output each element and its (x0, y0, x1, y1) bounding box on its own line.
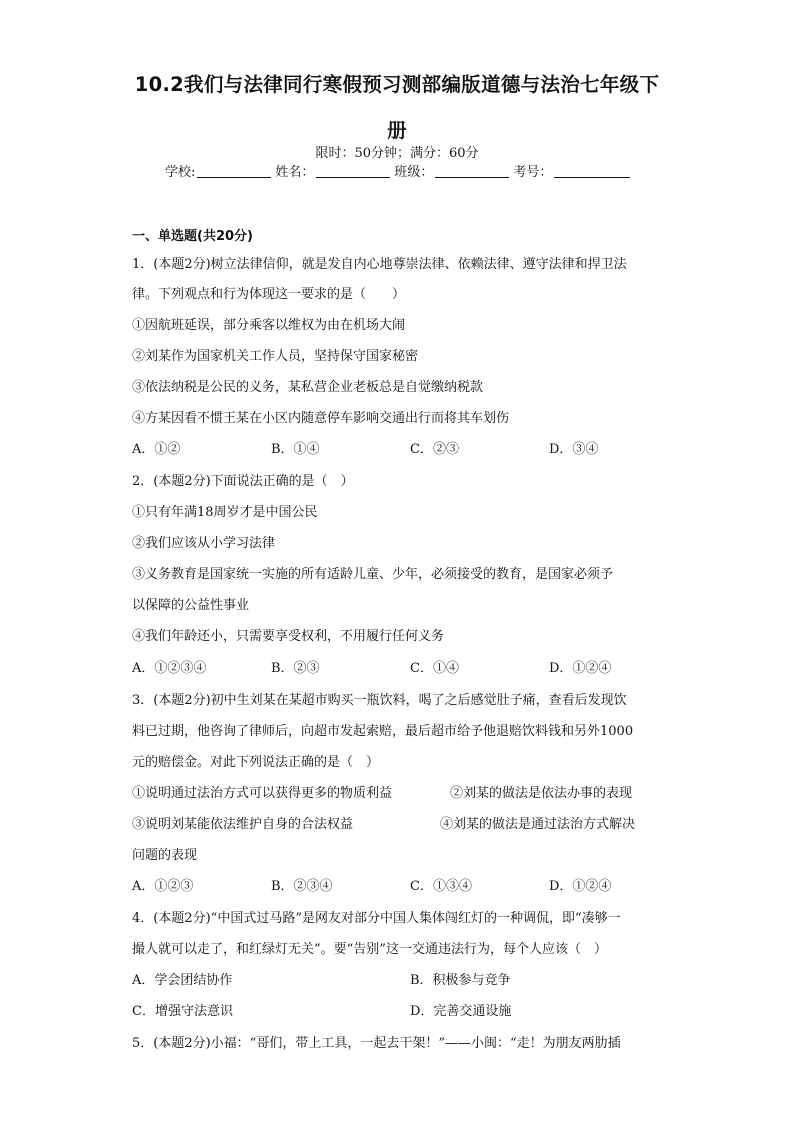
q2-stem: 2．(本题2分)下面说法正确的是（ ） (132, 474, 354, 489)
q4-option-b[interactable]: B．积极参与竞争 (410, 973, 511, 988)
q2-item-3: ③义务教育是国家统一实施的所有适龄儿童、少年，必须接受的教育，是国家必须予 (132, 567, 614, 582)
section-title: 一、单选题(共20分) (132, 229, 253, 244)
school-field[interactable] (197, 164, 271, 178)
q1-item-3: ③依法纳税是公民的义务，某私营企业老板总是自觉缴纳税款 (132, 380, 484, 395)
q3-stem-line2: 料已过期，他咨询了律师后，向超市发起索赔，最后超市给予他退赔饮料钱和另外1000 (132, 724, 634, 739)
q2-option-c[interactable]: C．①④ (410, 661, 459, 676)
q3-option-a[interactable]: A．①②③ (132, 879, 194, 894)
student-info-line (165, 164, 634, 182)
q3-item-2: ②刘某的做法是依法办事的表现 (450, 786, 633, 801)
name-label: 姓名： (275, 165, 315, 180)
name-field[interactable] (316, 164, 390, 178)
q3-item-3: ③说明刘某能依法维护自身的合法权益 (132, 817, 354, 832)
q3-item-4-cont: 问题的表现 (132, 848, 198, 863)
q3-item-1: ①说明通过法治方式可以获得更多的物质利益 (132, 786, 393, 801)
title-line-1: 10.2我们与法律同行寒假预习测部编版道德与法治七年级下 (134, 73, 660, 96)
q1-stem-line1: 1．(本题2分)树立法律信仰，就是发自内心地尊崇法律、依赖法律、遵守法律和捍卫法 (132, 257, 627, 272)
q3-stem-line3: 元的赔偿金。对此下列说法正确的是（ ） (132, 755, 380, 770)
q1-option-b[interactable]: B．①④ (271, 442, 320, 457)
page-title (120, 62, 674, 154)
q2-item-3-cont: 以保障的公益性事业 (132, 598, 250, 613)
q3-item-4: ④刘某的做法是通过法治方式解决 (440, 817, 636, 832)
q1-stem-line2: 律。下列观点和行为体现这一要求的是（ ） (132, 287, 406, 302)
q1-option-c[interactable]: C．②③ (410, 442, 459, 457)
number-field[interactable] (554, 164, 630, 178)
q1-item-4: ④方某因看不惯王某在小区内随意停车影响交通出行而将其车划伤 (132, 411, 510, 426)
q1-item-2: ②刘某作为国家机关工作人员，坚持保守国家秘密 (132, 349, 419, 364)
q2-item-1: ①只有年满18周岁才是中国公民 (132, 505, 318, 520)
q2-option-d[interactable]: D．①②④ (549, 661, 612, 676)
school-label: 学校: (165, 165, 196, 180)
q2-item-4: ④我们年龄还小，只需要享受权利，不用履行任何义务 (132, 629, 445, 644)
q1-option-a[interactable]: A．①② (132, 442, 181, 457)
title-line-2: 册 (387, 119, 407, 142)
q2-option-a[interactable]: A．①②③④ (132, 661, 207, 676)
time-score: 限时：50分钟；满分：60分 (315, 146, 479, 161)
q4-option-c[interactable]: C．增强守法意识 (132, 1004, 233, 1019)
class-label: 班级： (394, 165, 434, 180)
number-label: 考号： (513, 165, 553, 180)
q2-item-2: ②我们应该从小学习法律 (132, 536, 276, 551)
q3-option-d[interactable]: D．①②④ (549, 879, 612, 894)
q1-item-1: ①因航班延误，部分乘客以维权为由在机场大闹 (132, 318, 406, 333)
q2-option-b[interactable]: B．②③ (271, 661, 320, 676)
q3-stem-line1: 3．(本题2分)初中生刘某在某超市购买一瓶饮料，喝了之后感觉肚子痛，查看后发现饮 (132, 693, 627, 708)
q5-stem-line1: 5．(本题2分)小福：“哥们，带上工具，一起去干架！”——小闽：“走！为朋友两肋插 (132, 1036, 621, 1051)
q1-option-d[interactable]: D．③④ (549, 442, 599, 457)
q4-option-d[interactable]: D．完善交通设施 (410, 1004, 512, 1019)
q4-stem-line1: 4．(本题2分)“中国式过马路”是网友对部分中国人集体闯红灯的一种调侃，即“凑够一 (132, 911, 621, 926)
q4-option-a[interactable]: A．学会团结协作 (132, 973, 233, 988)
q4-stem-line2: 撮人就可以走了，和红绿灯无关”。要“告别”这一交通违法行为，每个人应该（ ） (132, 942, 607, 957)
q3-option-c[interactable]: C．①③④ (410, 879, 472, 894)
q3-option-b[interactable]: B．②③④ (271, 879, 333, 894)
class-field[interactable] (435, 164, 509, 178)
